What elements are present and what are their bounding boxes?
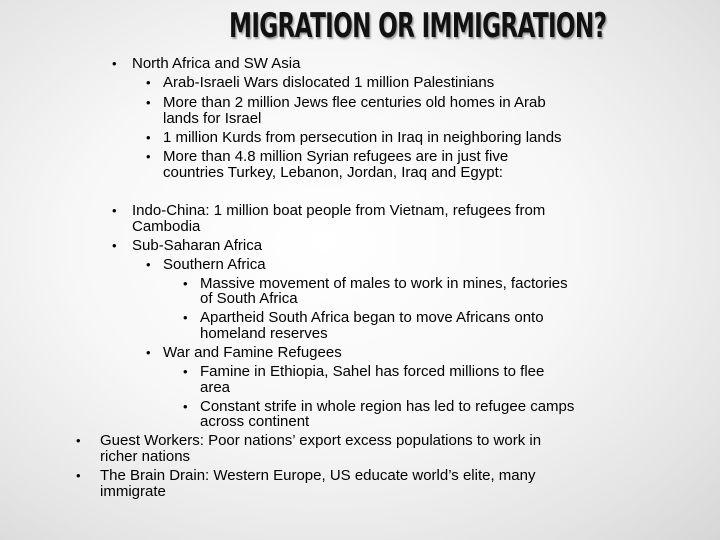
list-item-line: Guest Workers: Poor nations’ export excess populations to work in bbox=[100, 432, 542, 449]
bullet-marker: • bbox=[146, 75, 151, 90]
list-item-line: Massive movement of males to work in mines, factories bbox=[200, 275, 568, 292]
bullet-marker: • bbox=[112, 56, 117, 71]
list-item-line: Constant strife in whole region has led to refugee camps bbox=[200, 398, 575, 415]
bullet-marker: • bbox=[183, 310, 188, 325]
bullet-marker: • bbox=[146, 95, 151, 110]
bullet-marker: • bbox=[146, 345, 151, 360]
bullet-marker: • bbox=[76, 433, 81, 448]
bullet-marker: • bbox=[76, 468, 81, 483]
list-item-line: Arab-Israeli Wars dislocated 1 million Palestinians bbox=[163, 74, 495, 91]
list-item-line: Apartheid South Africa began to move Africans onto bbox=[200, 309, 544, 326]
list-item-line: of South Africa bbox=[200, 290, 298, 307]
list-item-line: More than 4.8 million Syrian refugees are in just five bbox=[163, 148, 509, 165]
bullet-marker: • bbox=[146, 257, 151, 272]
list-item-line: homeland reserves bbox=[200, 325, 328, 342]
list-item-line: lands for Israel bbox=[163, 110, 262, 127]
list-item-line: More than 2 million Jews flee centuries old homes in Arab bbox=[163, 94, 546, 111]
list-item-line: Famine in Ethiopia, Sahel has forced millions to flee bbox=[200, 363, 545, 380]
list-item-line: War and Famine Refugees bbox=[163, 344, 342, 361]
bullet-marker: • bbox=[183, 399, 188, 414]
bullet-marker: • bbox=[112, 203, 117, 218]
list-item-line: immigrate bbox=[100, 483, 166, 500]
list-item-line: 1 million Kurds from persecution in Iraq in neighboring lands bbox=[163, 129, 562, 146]
list-item-line: countries Turkey, Lebanon, Jordan, Iraq and Egypt: bbox=[163, 164, 503, 181]
list-item-line: Sub-Saharan Africa bbox=[132, 237, 263, 254]
bullet-marker: • bbox=[183, 364, 188, 379]
list-item-line: richer nations bbox=[100, 448, 191, 465]
bullet-marker: • bbox=[112, 238, 117, 253]
list-item-line: North Africa and SW Asia bbox=[132, 55, 301, 72]
slide-title: MIGRATION OR IMMIGRATION? bbox=[229, 6, 607, 46]
bullet-marker: • bbox=[183, 276, 188, 291]
bullet-marker: • bbox=[146, 130, 151, 145]
list-item-line: Southern Africa bbox=[163, 256, 266, 273]
list-item-line: Indo-China: 1 million boat people from Vietnam, refugees from bbox=[132, 202, 546, 219]
list-item-line: The Brain Drain: Western Europe, US educate world’s elite, many bbox=[100, 467, 536, 484]
list-item-line: Cambodia bbox=[132, 218, 201, 235]
bullet-marker: • bbox=[146, 149, 151, 164]
list-item-line: across continent bbox=[200, 413, 310, 430]
list-item-line: area bbox=[200, 379, 231, 396]
